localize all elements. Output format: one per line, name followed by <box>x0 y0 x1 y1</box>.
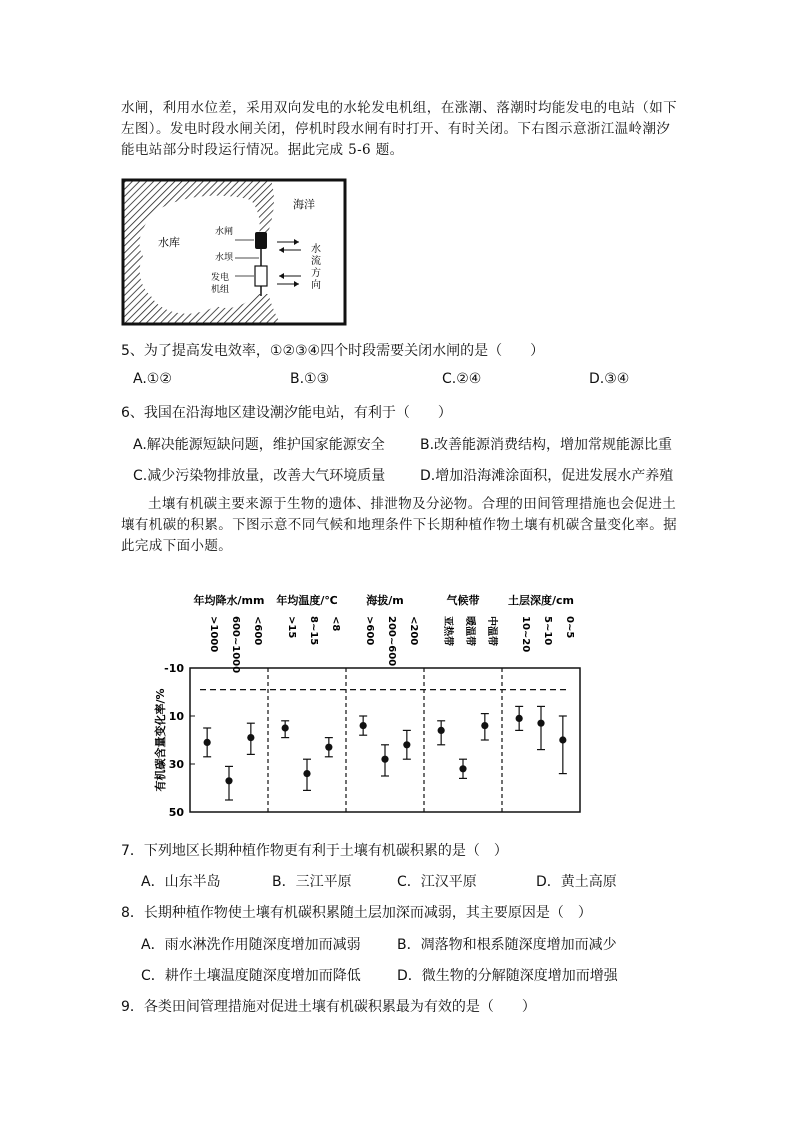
data-point <box>204 739 211 746</box>
ocean-label: 海洋 <box>293 198 315 211</box>
category-label: >1000 <box>208 616 220 653</box>
y-tick-label: 30 <box>168 758 184 771</box>
data-point <box>438 727 445 734</box>
category-label: 亚热带 <box>442 616 454 646</box>
q5-option-a[interactable]: A.①② <box>133 371 172 387</box>
question-7-stem: 7．下列地区长期种植作物更有利于土壤有机碳积累的是（ ） <box>121 843 508 859</box>
q8-option-b[interactable]: B．凋落物和根系随深度增加而减少 <box>397 937 617 953</box>
dam-label: 水坝 <box>215 253 234 263</box>
flow-label-3: 方 <box>311 268 321 279</box>
q8-option-d[interactable]: D．微生物的分解随深度增加而增强 <box>397 968 618 984</box>
question-9-stem: 9．各类田间管理措施对促进土壤有机碳积累最为有效的是（ ） <box>121 999 536 1015</box>
data-point <box>381 756 388 763</box>
category-label: 暖温带 <box>464 616 475 646</box>
category-label: 200~600 <box>386 616 397 667</box>
data-point <box>459 765 466 772</box>
q5-option-d[interactable]: D.③④ <box>589 371 630 387</box>
group-title: 气候带 <box>446 594 480 607</box>
y-axis-label: 有机碳含量变化率/% <box>154 688 167 792</box>
q8-option-c[interactable]: C．耕作土壤温度随深度增加而降低 <box>141 968 361 984</box>
category-label: 600~1000 <box>230 616 241 674</box>
group-title: 海拔/m <box>366 594 404 607</box>
data-point <box>282 724 289 731</box>
category-label: 8~15 <box>308 616 319 646</box>
q5-option-b[interactable]: B.①③ <box>290 371 330 387</box>
category-label: 10~20 <box>520 616 532 653</box>
data-point <box>360 722 367 729</box>
category-label: <200 <box>407 616 419 646</box>
tidal-station-diagram <box>121 178 347 326</box>
intro-paragraph-tidal: 水闸，利用水位差，采用双向发电的水轮发电机组，在涨潮、落潮时均能发电的电站（如下左图）。发电时段水闸关闭，停机时段水闸有时打开、有时关闭。下右图示意浙江温岭潮汐能电站部分时段运行情况。据此完成 5-6 题。 <box>121 100 677 158</box>
soil-carbon-chart <box>150 588 600 828</box>
data-point <box>537 720 544 727</box>
generator-unit <box>255 266 267 286</box>
group-title: 土层深度/cm <box>508 594 574 607</box>
intro-paragraph-soil-carbon: 土壤有机碳主要来源于生物的遗体、排泄物及分泌物。合理的田间管理措施也会促进土壤有机碳的积累。下图示意不同气候和地理条件下长期种植作物土壤有机碳含量变化率。据此完成下面小题。 <box>121 496 677 554</box>
category-label: 中温带 <box>485 616 497 646</box>
category-label: 0~5 <box>563 616 575 639</box>
category-label: <600 <box>251 616 263 646</box>
reservoir-water <box>140 196 260 314</box>
q7-option-c[interactable]: C．江汉平原 <box>397 874 477 890</box>
q7-option-a[interactable]: A．山东半岛 <box>141 874 221 890</box>
q6-option-d[interactable]: D.增加沿海滩涂面积，促进发展水产养殖 <box>420 468 674 484</box>
data-point <box>516 715 523 722</box>
flow-label-4: 向 <box>311 280 321 291</box>
sluice-gate <box>255 232 267 249</box>
category-label: 5~10 <box>542 616 553 646</box>
question-6-stem: 6、我国在沿海地区建设潮汐能电站，有利于（ ） <box>121 405 452 421</box>
group-title: 年均降水/mm <box>193 594 265 607</box>
generator-label-2: 机组 <box>211 285 230 295</box>
reservoir-label: 水库 <box>158 236 180 249</box>
data-point <box>403 741 410 748</box>
data-point <box>325 744 332 751</box>
flow-label-1: 水 <box>311 244 321 255</box>
y-tick-label: 10 <box>168 710 184 723</box>
gate-label: 水闸 <box>215 227 234 237</box>
question-8-stem: 8．长期种植作物使土壤有机碳积累随土层加深而减弱，其主要原因是（ ） <box>121 905 592 921</box>
data-point <box>559 736 566 743</box>
question-5-stem: 5、为了提高发电效率，①②③④四个时段需要关闭水闸的是（ ） <box>121 343 545 359</box>
q5-option-c[interactable]: C.②④ <box>442 371 482 387</box>
category-label: <8 <box>329 616 341 632</box>
data-point <box>481 722 488 729</box>
y-tick-label: -10 <box>164 662 184 675</box>
q6-option-b[interactable]: B.改善能源消费结构，增加常规能源比重 <box>420 437 673 453</box>
category-label: >15 <box>286 616 298 639</box>
q7-option-b[interactable]: B．三江平原 <box>272 874 352 890</box>
category-label: >600 <box>364 616 376 646</box>
y-tick-label: 50 <box>168 806 184 819</box>
generator-label-1: 发电 <box>211 273 230 283</box>
q6-option-a[interactable]: A.解决能源短缺问题，维护国家能源安全 <box>133 437 385 453</box>
flow-label-2: 流 <box>311 256 321 267</box>
q6-option-c[interactable]: C.减少污染物排放量，改善大气环境质量 <box>133 468 386 484</box>
group-title: 年均温度/℃ <box>276 594 338 607</box>
data-point <box>247 734 254 741</box>
data-point <box>225 777 232 784</box>
q7-option-d[interactable]: D．黄土高原 <box>536 874 617 890</box>
data-point <box>303 770 310 777</box>
q8-option-a[interactable]: A．雨水淋洗作用随深度增加而减弱 <box>141 937 361 953</box>
